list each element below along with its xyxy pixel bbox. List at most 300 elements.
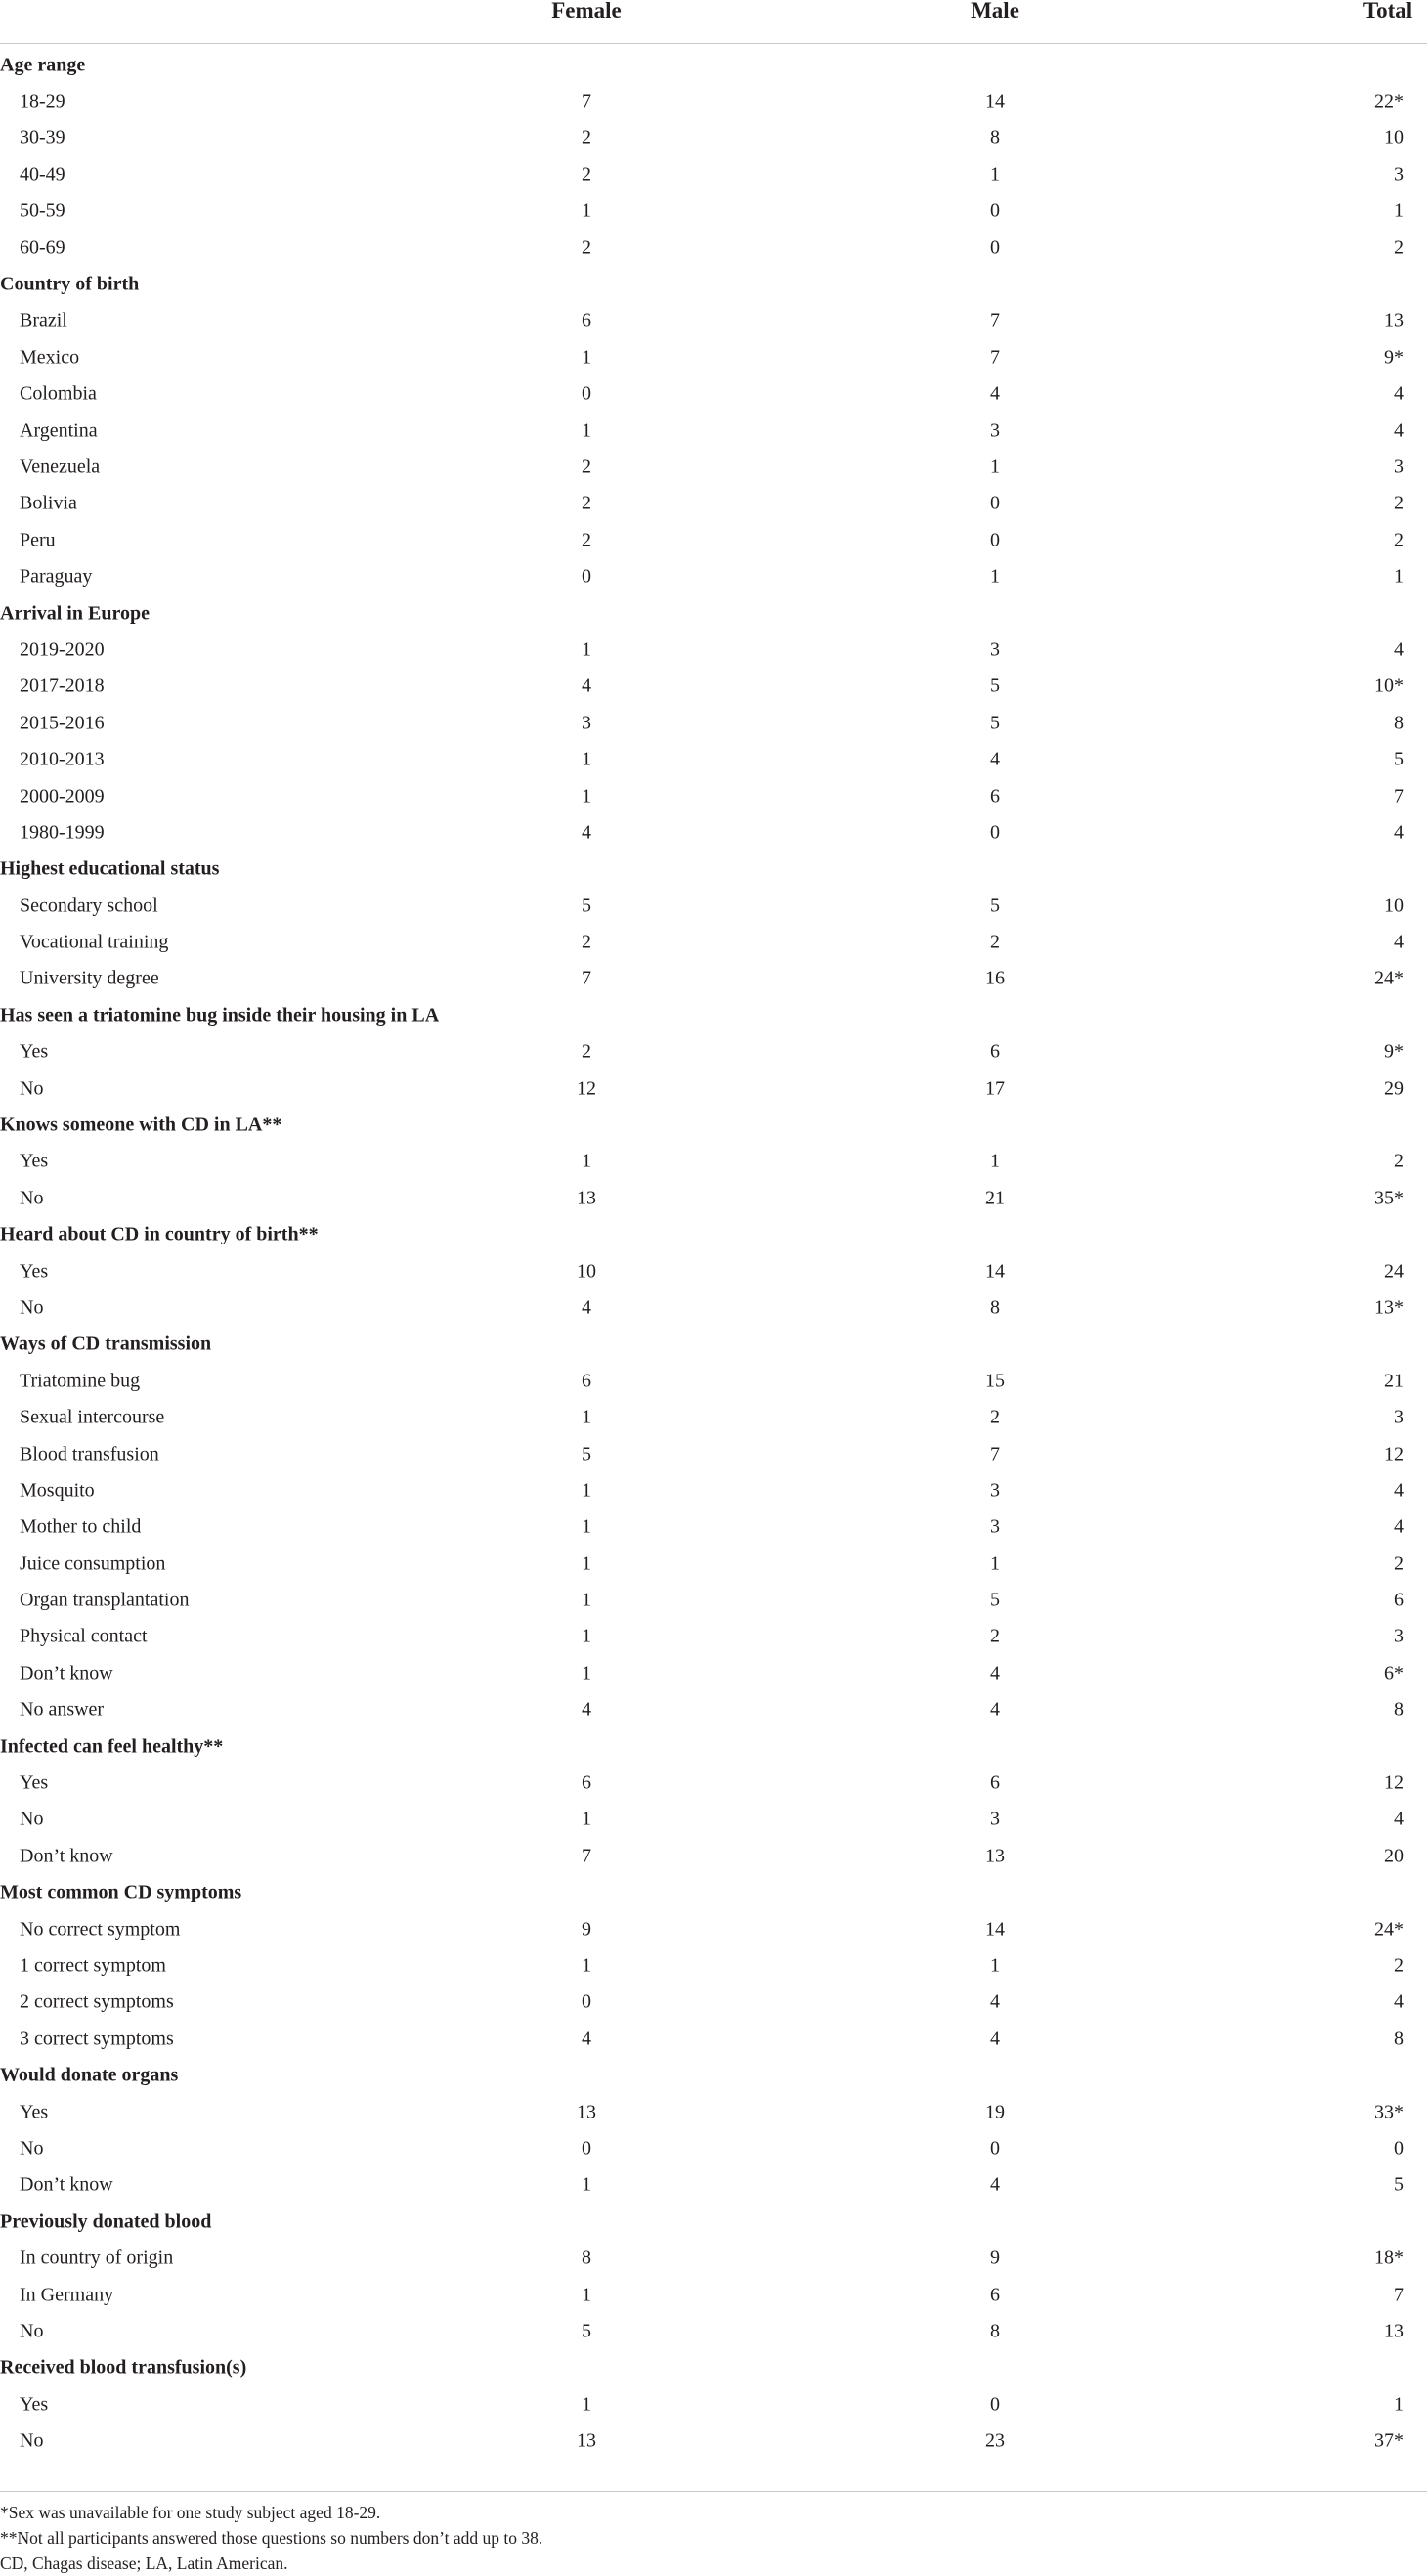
male-cell: 2 [990,1625,1000,1647]
female-cell: 2 [582,163,591,186]
total-cell: 2 [1394,529,1404,551]
male-cell: 2 [990,1406,1000,1428]
table-row [0,1619,1427,1655]
total-cell: 5 [1394,2173,1404,2196]
male-cell: 4 [990,1990,1000,2013]
table-row [0,924,1427,960]
section-header-row [0,2350,1427,2386]
male-cell: 14 [985,1260,1005,1283]
table-row [0,2130,1427,2166]
male-cell: 5 [990,895,1000,917]
total-cell: 4 [1394,382,1404,405]
total-cell: 4 [1394,419,1404,442]
female-cell: 5 [582,895,591,917]
row-label: Secondary school [20,895,158,917]
total-cell: 3 [1394,1406,1404,1428]
total-cell: 9* [1384,346,1404,369]
male-cell: 0 [990,237,1000,259]
table-row [0,303,1427,339]
total-cell: 13 [1384,2320,1404,2342]
female-cell: 1 [582,1150,591,1172]
row-label: Juice consumption [20,1552,166,1575]
male-cell: 7 [990,346,1000,369]
table-row [0,705,1427,741]
total-cell: 4 [1394,1479,1404,1502]
male-cell: 17 [985,1077,1005,1100]
table-row [0,2277,1427,2313]
female-cell: 0 [582,382,591,405]
table-row [0,1180,1427,1216]
section-title: Knows someone with CD in LA** [0,1113,282,1136]
male-cell: 1 [990,163,1000,186]
section-header-row [0,1217,1427,1253]
male-cell: 5 [990,675,1000,697]
section-title: Most common CD symptoms [0,1881,242,1903]
table-row [0,1034,1427,1070]
row-label: 2019-2020 [20,638,105,661]
total-cell: 20 [1384,1845,1404,1867]
female-cell: 2 [582,456,591,478]
total-cell: 10 [1384,126,1404,149]
female-cell: 6 [582,309,591,331]
table-row [0,888,1427,924]
table-row [0,2240,1427,2276]
row-label: No [20,2137,44,2160]
male-cell: 6 [990,1040,1000,1063]
section-title: Received blood transfusion(s) [0,2356,247,2379]
row-label: Physical contact [20,1625,148,1647]
row-label: 2010-2013 [20,748,105,770]
section-title: Has seen a triatomine bug inside their housing in LA [0,1004,440,1026]
section-title: Age range [0,54,86,76]
total-cell: 22* [1374,90,1404,112]
male-cell: 7 [990,309,1000,331]
male-cell: 1 [990,1954,1000,1977]
total-cell: 2 [1394,1150,1404,1172]
row-label: Triatomine bug [20,1370,141,1392]
row-label: 40-49 [20,163,65,186]
total-cell: 4 [1394,1515,1404,1538]
column-header-female: Female [551,0,622,22]
row-label: 2 correct symptoms [20,1990,174,2013]
total-cell: 4 [1394,638,1404,661]
row-label: Yes [20,1260,49,1283]
male-cell: 3 [990,638,1000,661]
row-label: Blood transfusion [20,1443,159,1465]
row-label: In Germany [20,2284,114,2306]
table-body [0,44,1427,2460]
male-cell: 9 [990,2247,1000,2269]
total-cell: 7 [1394,2284,1404,2306]
table-header [0,0,1427,44]
column-header-male: Male [971,0,1019,22]
total-cell: 4 [1394,1990,1404,2013]
table-row [0,486,1427,522]
female-cell: 1 [582,1406,591,1428]
male-cell: 3 [990,1515,1000,1538]
female-cell: 1 [582,346,591,369]
female-cell: 1 [582,1625,591,1647]
table-row [0,2167,1427,2204]
total-cell: 3 [1394,456,1404,478]
row-label: No correct symptom [20,1918,181,1941]
table-row [0,120,1427,156]
female-cell: 2 [582,126,591,149]
total-cell: 0 [1394,2137,1404,2160]
section-title: Infected can feel healthy** [0,1735,224,1758]
total-cell: 18* [1374,2247,1404,2269]
table-row [0,1802,1427,1838]
row-label: Organ transplantation [20,1589,190,1611]
row-label: Don’t know [20,2173,113,2196]
female-cell: 1 [582,1662,591,1684]
row-label: No answer [20,1698,105,1721]
table-row [0,1582,1427,1618]
table-row [0,2313,1427,2349]
male-cell: 0 [990,529,1000,551]
section-title: Ways of CD transmission [0,1332,212,1355]
male-cell: 23 [985,2429,1005,2452]
male-cell: 6 [990,2284,1000,2306]
female-cell: 0 [582,565,591,588]
row-label: Don’t know [20,1662,113,1684]
table-row [0,1363,1427,1399]
male-cell: 6 [990,785,1000,807]
row-label: 50-59 [20,199,65,222]
total-cell: 12 [1384,1443,1404,1465]
total-cell: 2 [1394,1954,1404,1977]
row-label: 2015-2016 [20,712,105,734]
row-label: Peru [20,529,56,551]
female-cell: 1 [582,2173,591,2196]
section-title: Previously donated blood [0,2210,212,2233]
female-cell: 4 [582,1698,591,1721]
row-label: 3 correct symptoms [20,2028,174,2050]
table-row [0,1253,1427,1289]
total-cell: 8 [1394,712,1404,734]
female-cell: 4 [582,675,591,697]
row-label: No [20,1077,44,1100]
female-cell: 4 [582,2028,591,2050]
row-label: Yes [20,1771,49,1794]
female-cell: 2 [582,931,591,953]
section-title: Country of birth [0,273,140,295]
female-cell: 1 [582,1808,591,1830]
female-cell: 7 [582,967,591,989]
total-cell: 13* [1374,1296,1404,1319]
row-label: University degree [20,967,159,989]
row-label: Mosquito [20,1479,95,1502]
male-cell: 3 [990,1808,1000,1830]
male-cell: 4 [990,1698,1000,1721]
table-row [0,1289,1427,1326]
female-cell: 10 [577,1260,596,1283]
female-cell: 3 [582,712,591,734]
female-cell: 2 [582,529,591,551]
female-cell: 1 [582,785,591,807]
female-cell: 1 [582,2393,591,2416]
table-row [0,1144,1427,1180]
table-row [0,1911,1427,1947]
table-row [0,194,1427,230]
total-cell: 24 [1384,1260,1404,1283]
row-label: 18-29 [20,90,65,112]
female-cell: 7 [582,1845,591,1867]
male-cell: 4 [990,2173,1000,2196]
row-label: Brazil [20,309,67,331]
row-label: Mother to child [20,1515,142,1538]
female-cell: 9 [582,1918,591,1941]
male-cell: 8 [990,1296,1000,1319]
table-row [0,522,1427,558]
female-cell: 1 [582,2284,591,2306]
footnote: **Not all participants answered those questions so numbers don’t add up to 38. [0,2528,543,2548]
section-header-row [0,1875,1427,1911]
male-cell: 14 [985,90,1005,112]
row-label: No [20,2429,44,2452]
male-cell: 4 [990,382,1000,405]
male-cell: 4 [990,2028,1000,2050]
row-label: In country of origin [20,2247,174,2269]
footnote: *Sex was unavailable for one study subject aged 18-29. [0,2503,381,2522]
female-cell: 1 [582,638,591,661]
total-cell: 7 [1394,785,1404,807]
male-cell: 4 [990,748,1000,770]
row-label: Yes [20,2393,49,2416]
female-cell: 0 [582,1990,591,2013]
row-label: Vocational training [20,931,169,953]
male-cell: 19 [985,2101,1005,2123]
female-cell: 1 [582,748,591,770]
row-label: 2000-2009 [20,785,105,807]
section-header-row [0,1327,1427,1363]
female-cell: 13 [577,2101,596,2123]
table-row [0,669,1427,705]
total-cell: 1 [1394,199,1404,222]
total-cell: 2 [1394,237,1404,259]
male-cell: 1 [990,1150,1000,1172]
table-row [0,230,1427,266]
female-cell: 1 [582,1954,591,1977]
row-label: Yes [20,1040,49,1063]
female-cell: 4 [582,1296,591,1319]
row-label: Argentina [20,419,98,442]
total-cell: 3 [1394,163,1404,186]
male-cell: 2 [990,931,1000,953]
female-cell: 6 [582,1771,591,1794]
total-cell: 4 [1394,1808,1404,1830]
table-row [0,449,1427,485]
female-cell: 13 [577,1187,596,1209]
table-row [0,1509,1427,1546]
male-cell: 0 [990,2393,1000,2416]
total-cell: 4 [1394,931,1404,953]
female-cell: 13 [577,2429,596,2452]
table-row [0,83,1427,119]
row-label: No [20,1187,44,1209]
male-cell: 1 [990,456,1000,478]
total-cell: 2 [1394,1552,1404,1575]
table-row [0,1655,1427,1691]
male-cell: 3 [990,1479,1000,1502]
total-cell: 2 [1394,492,1404,514]
column-header-total: Total [1362,0,1413,22]
table-row [0,1472,1427,1508]
total-cell: 37* [1374,2429,1404,2452]
row-label: Don’t know [20,1845,113,1867]
section-header-row [0,595,1427,632]
section-title: Heard about CD in country of birth** [0,1223,319,1245]
female-cell: 1 [582,1515,591,1538]
male-cell: 1 [990,1552,1000,1575]
male-cell: 0 [990,821,1000,844]
table-row [0,961,1427,997]
total-cell: 33* [1374,2101,1404,2123]
table-row [0,1985,1427,2021]
table-row [0,1070,1427,1107]
section-title: Arrival in Europe [0,602,150,625]
male-cell: 8 [990,126,1000,149]
section-header-row [0,2057,1427,2093]
table-row [0,632,1427,668]
row-label: No [20,2320,44,2342]
male-cell: 1 [990,565,1000,588]
table-row [0,1546,1427,1582]
total-cell: 8 [1394,1698,1404,1721]
male-cell: 5 [990,712,1000,734]
male-cell: 3 [990,419,1000,442]
female-cell: 2 [582,1040,591,1063]
row-label: 30-39 [20,126,65,149]
female-cell: 0 [582,2137,591,2160]
total-cell: 10 [1384,895,1404,917]
male-cell: 6 [990,1771,1000,1794]
row-label: Paraguay [20,565,93,588]
row-label: 1980-1999 [20,821,105,844]
total-cell: 24* [1374,967,1404,989]
total-cell: 1 [1394,2393,1404,2416]
total-cell: 6* [1384,1662,1404,1684]
total-cell: 24* [1374,1918,1404,1941]
female-cell: 5 [582,1443,591,1465]
row-label: No [20,1296,44,1319]
male-cell: 5 [990,1589,1000,1611]
table-row [0,339,1427,375]
row-label: Yes [20,1150,49,1172]
male-cell: 21 [985,1187,1005,1209]
male-cell: 13 [985,1845,1005,1867]
section-header-row [0,266,1427,302]
female-cell: 1 [582,199,591,222]
female-cell: 6 [582,1370,591,1392]
table-row [0,2021,1427,2057]
section-header-row [0,851,1427,888]
table-row [0,2094,1427,2130]
female-cell: 1 [582,419,591,442]
section-header-row [0,47,1427,83]
row-label: 2017-2018 [20,675,105,697]
female-cell: 2 [582,237,591,259]
table-row [0,376,1427,413]
table-row [0,1947,1427,1984]
male-cell: 14 [985,1918,1005,1941]
female-cell: 12 [577,1077,596,1100]
total-cell: 9* [1384,1040,1404,1063]
table-row [0,413,1427,449]
table-row [0,1399,1427,1435]
female-cell: 1 [582,1479,591,1502]
section-title: Highest educational status [0,857,220,880]
male-cell: 0 [990,2137,1000,2160]
total-cell: 5 [1394,748,1404,770]
table-row [0,558,1427,594]
table-footnotes [0,2491,1427,2576]
row-label: 1 correct symptom [20,1954,166,1977]
row-label: Colombia [20,382,97,405]
total-cell: 8 [1394,2028,1404,2050]
section-title: Would donate organs [0,2064,179,2086]
male-cell: 0 [990,199,1000,222]
table-row [0,1436,1427,1472]
total-cell: 6 [1394,1589,1404,1611]
male-cell: 8 [990,2320,1000,2342]
total-cell: 35* [1374,1187,1404,1209]
table-row [0,156,1427,193]
female-cell: 7 [582,90,591,112]
table-row [0,2423,1427,2459]
table-row [0,1838,1427,1874]
table-row [0,814,1427,851]
total-cell: 1 [1394,565,1404,588]
table-row [0,741,1427,777]
row-label: No [20,1808,44,1830]
row-label: Venezuela [20,456,101,478]
total-cell: 12 [1384,1771,1404,1794]
table-row [0,2386,1427,2423]
total-cell: 13 [1384,309,1404,331]
male-cell: 7 [990,1443,1000,1465]
footnote: CD, Chagas disease; LA, Latin American. [0,2554,288,2573]
female-cell: 4 [582,821,591,844]
total-cell: 3 [1394,1625,1404,1647]
row-label: Bolivia [20,492,77,514]
row-label: Yes [20,2101,49,2123]
table-row [0,778,1427,814]
male-cell: 0 [990,492,1000,514]
total-cell: 10* [1374,675,1404,697]
table-row [0,1765,1427,1801]
total-cell: 29 [1384,1077,1404,1100]
row-label: Sexual intercourse [20,1406,165,1428]
female-cell: 1 [582,1552,591,1575]
female-cell: 1 [582,1589,591,1611]
total-cell: 21 [1384,1370,1404,1392]
section-header-row [0,997,1427,1033]
female-cell: 5 [582,2320,591,2342]
section-header-row [0,1107,1427,1143]
male-cell: 16 [985,967,1005,989]
section-header-row [0,2204,1427,2240]
total-cell: 4 [1394,821,1404,844]
female-cell: 8 [582,2247,591,2269]
row-label: Mexico [20,346,80,369]
male-cell: 4 [990,1662,1000,1684]
female-cell: 2 [582,492,591,514]
male-cell: 15 [985,1370,1005,1392]
table-row [0,1692,1427,1728]
row-label: 60-69 [20,237,65,259]
section-header-row [0,1728,1427,1765]
